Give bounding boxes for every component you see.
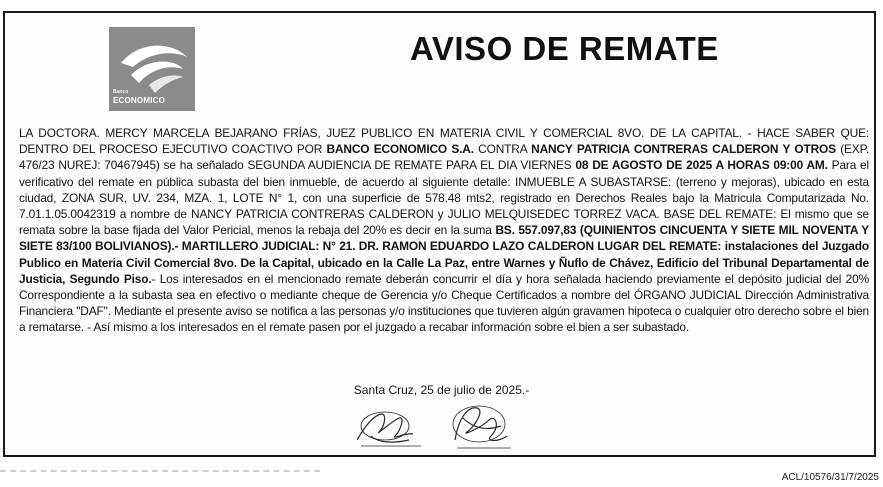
body-segment: (EXP. 476/23 NUREJ: 70467945) se ha señalado SEGUNDA AUDIENCIA DE REMATE PARA EL DIA VIERNES [19, 142, 869, 173]
bank-logo [109, 27, 195, 111]
signatures-stamp [351, 396, 531, 456]
logo-subtitle: Banco [113, 89, 129, 95]
place-date: Santa Cruz, 25 de julio de 2025.- [353, 383, 530, 397]
debtor-name: NANCY PATRICIA CONTRERAS CALDERON Y OTROS [531, 142, 836, 157]
reference-code: ACL/10576/31/7/2025 [781, 472, 879, 483]
creditor-name: BANCO ECONOMICO S.A. [326, 142, 474, 157]
body-segment: - Los interesados en el mencionado remate deberán concurrir el día y hora señalada haciendo previamente el depósito judicial del 20% Correspondiente a la subasta sea en efectivo o mediante cheque de Gerencia y/o Cheque Certificados a nombre del ÓRGANO JUDICIAL Dirección Administrativa Financiera "DAF". Mediante el presente aviso se notifica a las personas y/o instituciones que tuvieren algún gravamen hipoteca o cualquier otro derecho sobre el bien a rematarse. - Así mismo a los interesados en el remate pasen por el juzgado a recabar información sobre el bien a ser subastado. [19, 271, 869, 335]
body-segment: CONTRA [473, 142, 532, 157]
auction-date: 08 DE AGOSTO DE 2025 A HORAS 09:00 AM. [575, 158, 828, 173]
notice-box [3, 11, 876, 457]
divider [0, 470, 320, 472]
body-segment: LA DOCTORA. MERCY MARCELA BEJARANO FRÍAS, JUEZ PUBLICO EN MATERIA CIVIL Y COMERCIAL 8VO. DE LA CAPITAL. - HACE SABER QUE: DENTRO DEL PROCESO EJECUTIVO COACTIVO POR [19, 126, 869, 157]
logo-brand: ECONOMICO [113, 96, 166, 105]
auction-base-amount: BS. 557.097,83 (QUINIENTOS CINCUENTA Y SIETE MIL NOVENTA Y SIETE 83/100 BOLIVIANOS).- MARTILLERO JUDICIAL: N° 21. DR. RAMON EDUARDO LAZO CALDERON LUGAR DEL REMATE: instalaciones del Juzgado Publico en Materia Civil Comercial 8vo. De la Capital, ubicado en la Calle La Paz, entre Warnes y Ñuflo de Chávez, Edificio del Tribunal Departamental de Justicia, Segundo Piso. [19, 223, 870, 286]
body-segment: Para el verificativo del remate en pública subasta del bien inmueble, de acuerdo al siguiente detalle: INMUEBLE A SUBASTARSE: (terreno y mejoras), ubicado en esta ciudad, ZONA SUR, UV. 234, MZA. 1, LOTE N° 1, con una superficie de 578.48 mts2, registrado en Derechos Reales bajo la Matricula Computarizada No. 7.01.1.05.0042319 a nombre de NANCY PATRICIA CONTRERAS CALDERON y JULIO MELQUISEDEC TORREZ VACA. BASE DEL REMATE: El mismo que se remata sobre la base fijada del Valor Pericial, menos la rebaja del 20% es decir en la suma [19, 158, 869, 238]
notice-body [19, 125, 869, 336]
page-title: AVISO DE REMATE [410, 30, 719, 67]
